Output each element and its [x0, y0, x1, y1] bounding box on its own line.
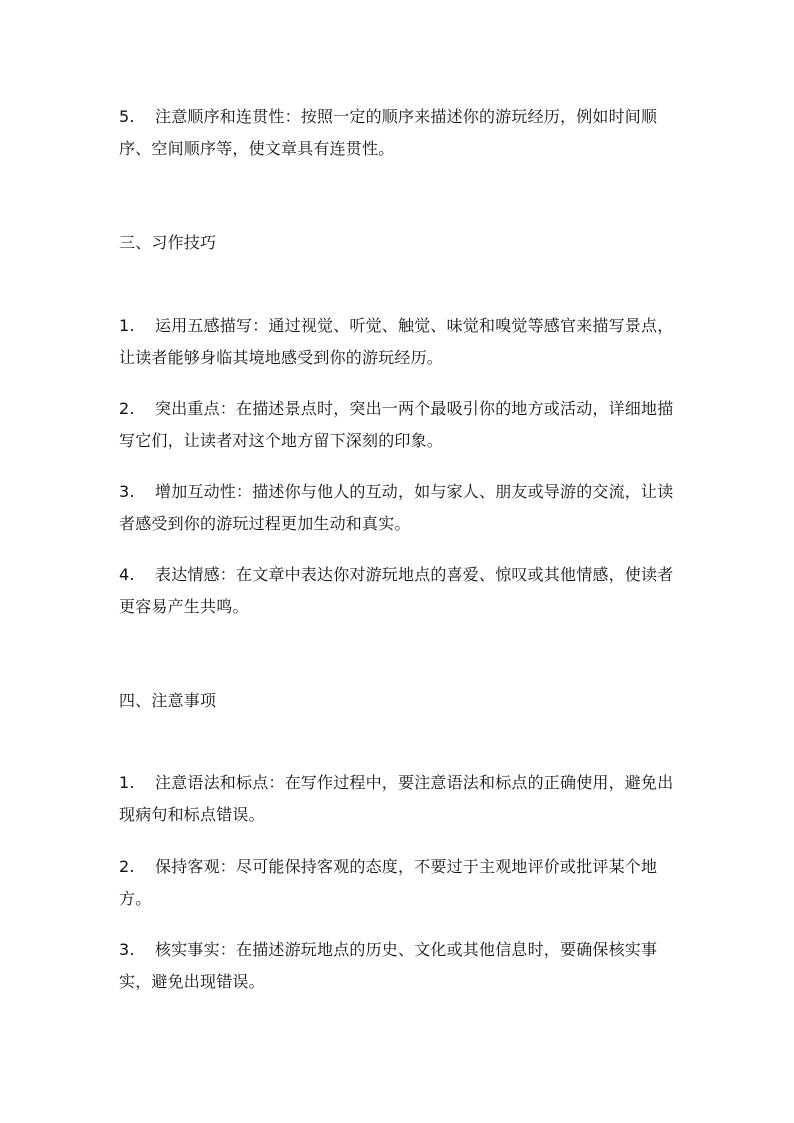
item-number: 3.: [119, 940, 135, 959]
item-text: 核实事实：在描述游玩地点的历史、文化或其他信息时，要确保核实事实，避免出现错误。: [119, 940, 658, 991]
item-text: 增加互动性：描述你与他人的互动，如与家人、朋友或导游的交流，让读者感受到你的游玩过程更加生动和真实。: [119, 482, 674, 533]
list-item: [119, 393, 679, 457]
list-item: [119, 851, 679, 915]
list-item: [119, 101, 679, 165]
item-text: 表达情感：在文章中表达你对游玩地点的喜爱、惊叹或其他情感，使读者更容易产生共鸣。: [119, 565, 674, 616]
list-item: [119, 310, 679, 374]
item-number: 3.: [119, 482, 135, 501]
item-text: 运用五感描写：通过视觉、听觉、触觉、味觉和嗅觉等感官来描写景点，让读者能够身临其境地感受到你的游玩经历。: [119, 316, 674, 367]
item-number: 1.: [119, 316, 135, 335]
item-number: 1.: [119, 773, 135, 792]
item-number: 2.: [119, 857, 135, 876]
list-item: [119, 559, 679, 623]
section-heading: 三、习作技巧: [119, 233, 217, 252]
list-item: [119, 934, 679, 998]
list-item: [119, 767, 679, 831]
item-text: 注意语法和标点：在写作过程中，要注意语法和标点的正确使用，避免出现病句和标点错误。: [119, 773, 674, 824]
item-number: 5.: [119, 107, 135, 126]
item-text: 注意顺序和连贯性：按照一定的顺序来描述你的游玩经历，例如时间顺序、空间顺序等，使文章具有连贯性。: [119, 107, 658, 158]
section-heading: 四、注意事项: [119, 691, 217, 710]
item-text: 保持客观：尽可能保持客观的态度，不要过于主观地评价或批评某个地方。: [119, 857, 658, 908]
item-text: 突出重点：在描述景点时，突出一两个最吸引你的地方或活动，详细地描写它们，让读者对这个地方留下深刻的印象。: [119, 399, 674, 450]
list-item: [119, 476, 679, 540]
item-number: 2.: [119, 399, 135, 418]
item-number: 4.: [119, 565, 135, 584]
